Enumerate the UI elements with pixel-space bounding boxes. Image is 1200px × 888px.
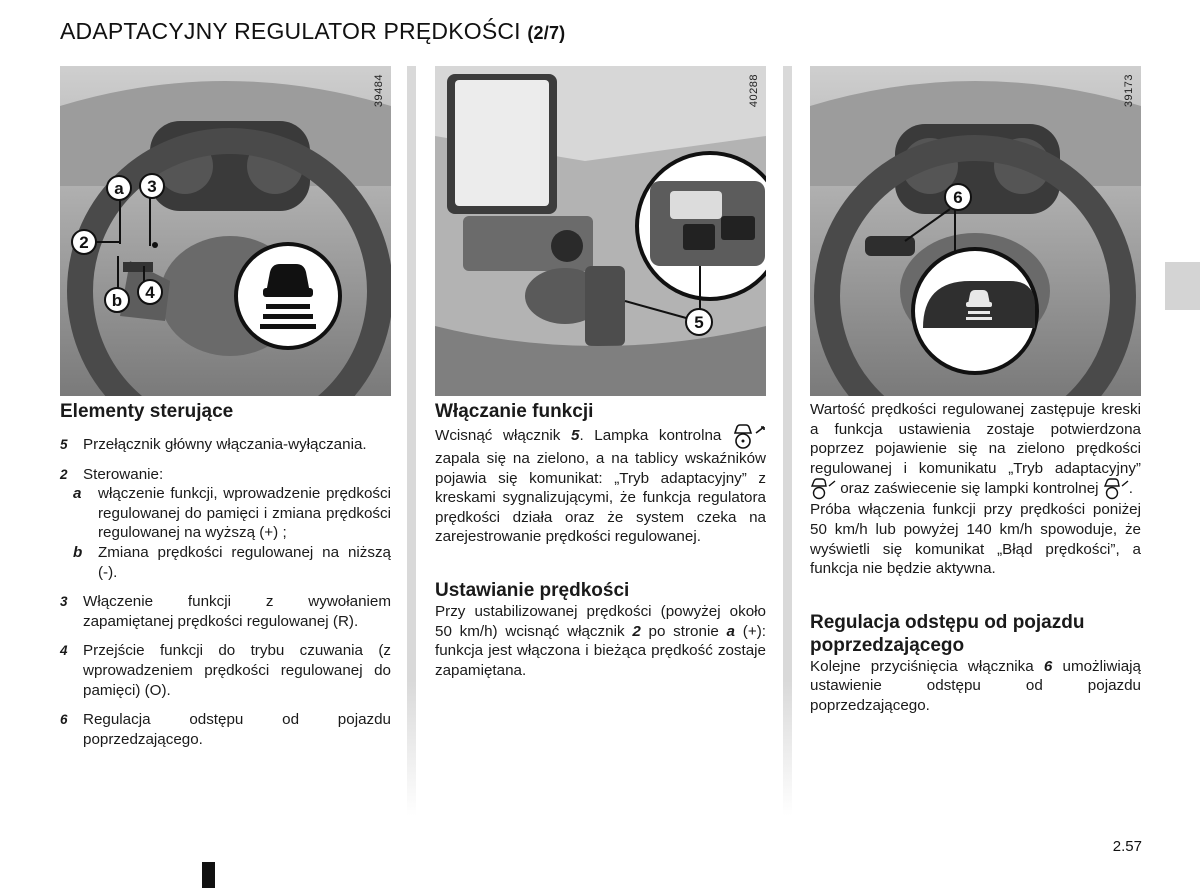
section-heading: Ustawianie prędkości <box>435 579 630 601</box>
speed-confirmation-section <box>810 400 1141 716</box>
paragraph <box>435 602 766 680</box>
paragraph <box>810 400 1141 500</box>
steering-wheel-button-figure <box>810 66 1141 396</box>
item-key: 4 <box>60 643 68 659</box>
callout-3: 3 <box>147 177 157 196</box>
page-title-part: (2/7) <box>527 23 566 43</box>
section-heading: Włączanie funkcji <box>435 401 594 422</box>
callout-4: 4 <box>145 283 155 302</box>
text-run: . Lampka kontrolna <box>579 427 722 445</box>
callout-5: 5 <box>694 313 704 332</box>
steering-wheel-figure <box>60 66 391 396</box>
item-key: 3 <box>60 594 68 610</box>
column-separator <box>783 66 792 816</box>
cruise-warning-light-icon <box>1103 478 1129 500</box>
sub-list-item <box>73 484 391 543</box>
cruise-warning-light-icon <box>810 478 836 500</box>
figure-number: 40288 <box>748 74 760 108</box>
paragraph: Próba włączenia funkcji przy prędkości poniżej 50 km/h lub powyżej 140 km/h spowoduje, że wyświetli się komunikat „Błąd prędkości”, a funkcja nie będzie aktywna. <box>810 501 1141 578</box>
console-figure <box>435 66 766 396</box>
item-text: Włączenie funkcji z wywołaniem zapamiętanej prędkości regulowanej (R). <box>83 593 391 630</box>
item-text: Regulacja odstępu od pojazdu poprzedzającego. <box>83 711 391 748</box>
paragraph <box>435 423 766 547</box>
list-item <box>60 465 391 485</box>
text-run: . <box>1128 480 1134 498</box>
item-key: 6 <box>60 712 68 728</box>
activation-section <box>435 400 766 680</box>
text-run: zapala się na zielono, a na tablicy wskaźników pojawia się komunikat: „Tryb adaptacyjny” z kreskami sygnalizującymi, że funkcja regulatora prędkości działa oraz że system czeka na zarejestrowanie prędkości regulowanej. <box>435 450 766 546</box>
item-text: Przełącznik główny włączania-wyłączania. <box>83 436 367 453</box>
subitem-text: Zmiana prędkości regulowanej na niższą (-). <box>98 543 391 581</box>
text-run: oraz zaświecenie się lampki kontrolnej <box>840 480 1099 498</box>
key-ref: 6 <box>1043 657 1053 675</box>
subitem-text: włączenie funkcji, wprowadzenie prędkości regulowanej do pamięci i zmiana prędkości regulowanej na wyższą (+) ; <box>98 485 391 542</box>
text-run: po stronie <box>648 622 719 640</box>
callout-a: a <box>114 179 124 198</box>
text-run: Kolejne przyciśnięcia włącznika <box>810 657 1034 675</box>
sub-list-item <box>73 543 391 582</box>
item-key: 2 <box>60 466 68 482</box>
list-item <box>60 435 391 455</box>
subitem-key: b <box>73 543 83 561</box>
section-heading: Regulacja odstępu od pojazdu poprzedzającego <box>810 611 1085 656</box>
text-run: (+): funkcja jest włączona i bieżąca prędkość zostaje zapamiętana. <box>435 622 766 679</box>
page-number: 2.57 <box>1112 838 1142 855</box>
list-item <box>60 710 391 749</box>
page-title-text: ADAPTACYJNY REGULATOR PRĘDKOŚCI <box>60 18 521 44</box>
page-title <box>60 18 565 45</box>
figure-number: 39484 <box>373 74 385 108</box>
column-separator <box>407 66 416 816</box>
controls-section <box>60 400 391 749</box>
section-heading: Elementy sterujące <box>60 401 234 422</box>
item-text: Przejście funkcji do trybu czuwania (z wprowadzeniem prędkości regulowanej do pamięci) (O). <box>83 642 391 699</box>
callout-6: 6 <box>953 188 963 207</box>
list-item <box>60 641 391 700</box>
cruise-warning-light-icon <box>732 423 766 449</box>
key-ref: a <box>726 622 735 640</box>
page-marker <box>202 862 215 888</box>
key-ref: 2 <box>632 622 641 640</box>
item-key: 5 <box>60 437 68 452</box>
text-run: Wartość prędkości regulowanej zastępuje kreski a funkcja ustawienia zostaje potwierdzona poprzez pojawienie się na zielono prędkości regulowanej i komunikatu „Tryb adaptacyjny” <box>810 401 1141 477</box>
text-run: Wcisnąć włącznik <box>435 427 561 445</box>
text-run: Przy ustabilizowanej prędkości (powyżej około 50 km/h) wcisnąć włącznik <box>435 602 766 640</box>
item-text: Sterowanie: <box>83 465 164 483</box>
subitem-key: a <box>73 485 82 503</box>
paragraph <box>810 657 1141 716</box>
callout-b: b <box>111 291 123 310</box>
callout-2: 2 <box>79 233 89 252</box>
list-item <box>60 592 391 631</box>
section-tab <box>1165 262 1200 310</box>
key-ref: 5 <box>570 427 580 445</box>
text-run: umożliwiają ustawienie odstępu od pojazdu poprzedzającego. <box>810 657 1141 714</box>
figure-number: 39173 <box>1123 74 1135 108</box>
